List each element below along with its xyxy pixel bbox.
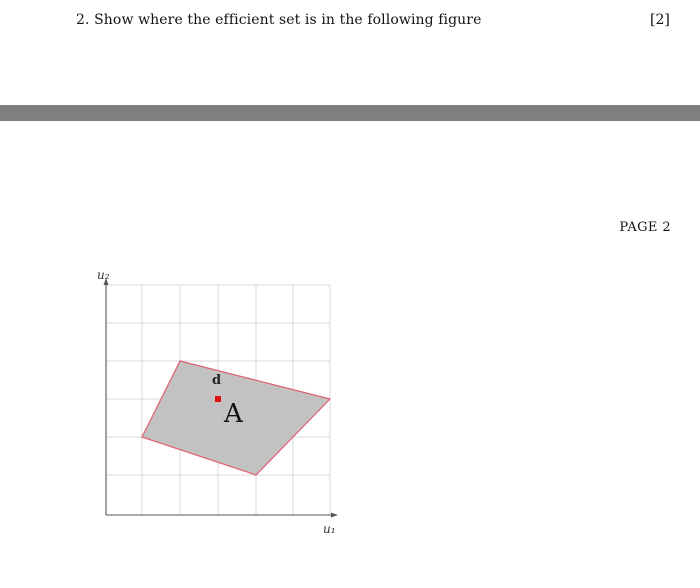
- utility-figure: [90, 260, 350, 554]
- point-d-marker: [215, 396, 221, 402]
- point-d-label: d: [212, 373, 222, 388]
- marks-label: [2]: [650, 12, 670, 28]
- question-text: 2. Show where the efficient set is in the following figure: [76, 12, 482, 28]
- utility-diagram: [90, 260, 350, 550]
- x-axis-arrow: [331, 513, 338, 518]
- y-axis-label: u₂: [97, 268, 110, 282]
- page-divider: [0, 105, 700, 121]
- x-axis-label: u₁: [323, 522, 336, 536]
- region-a-label: A: [224, 399, 243, 429]
- page-number: PAGE 2: [619, 220, 671, 235]
